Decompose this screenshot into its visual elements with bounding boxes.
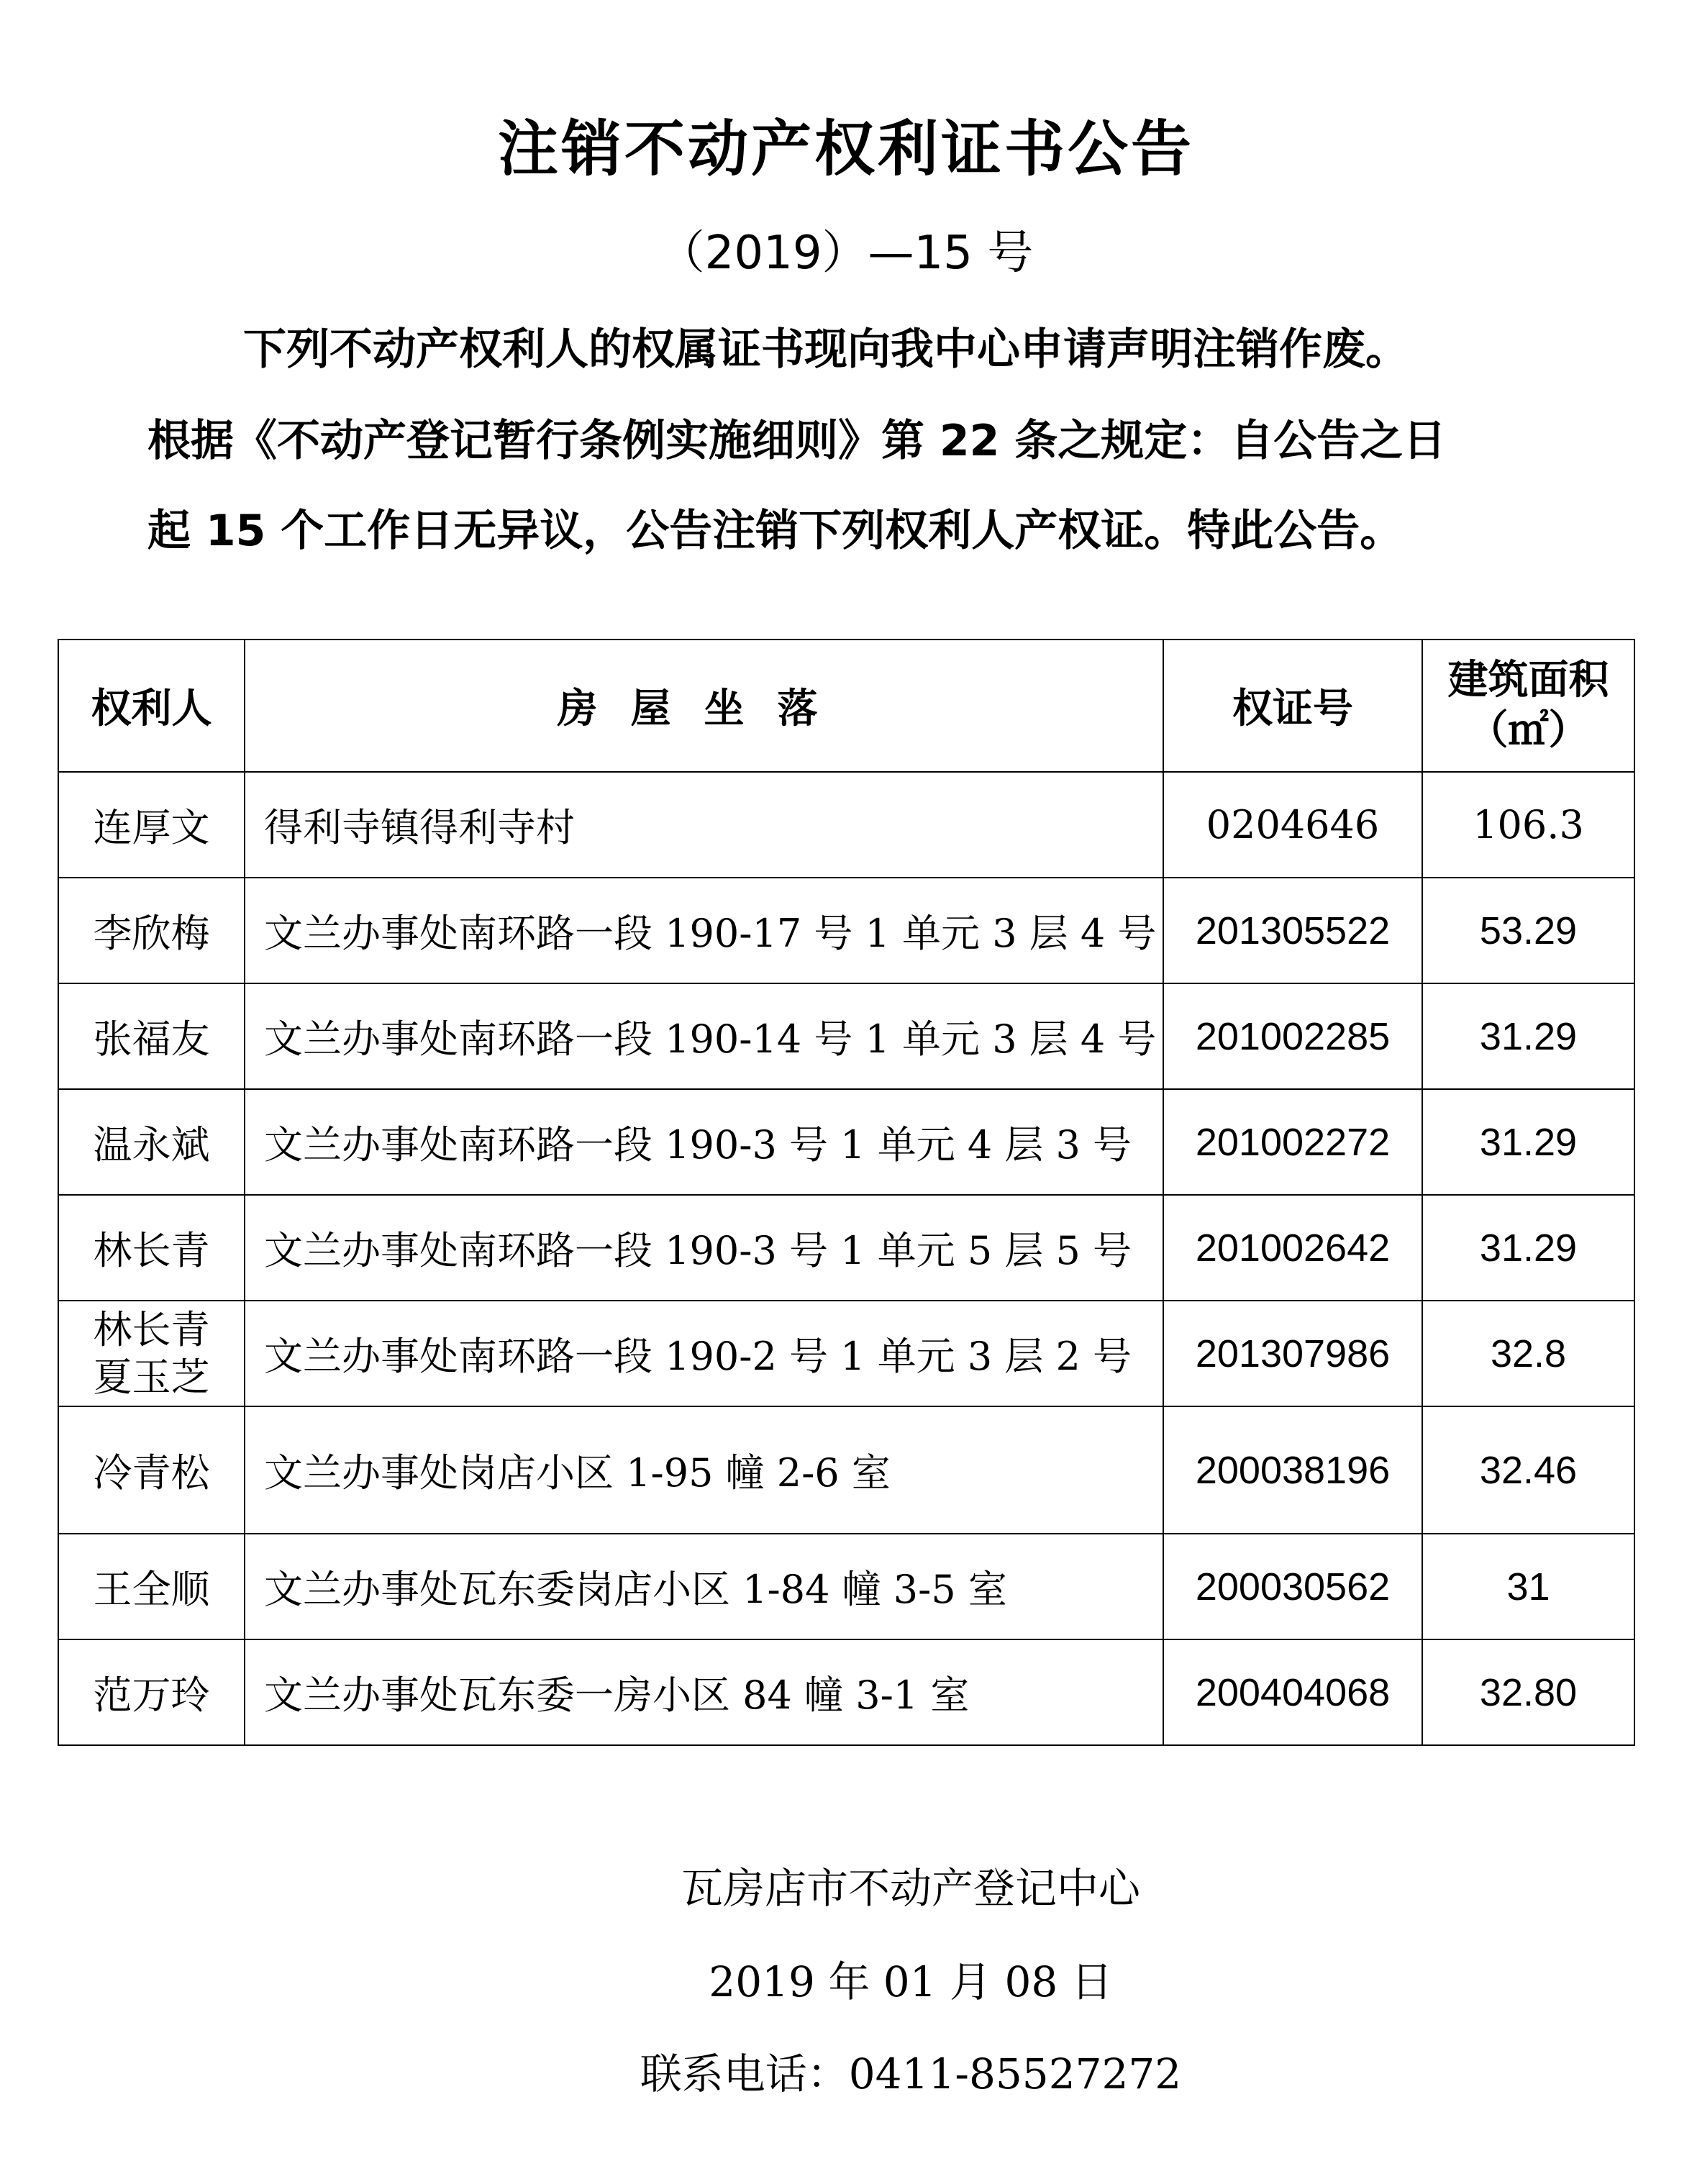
notice-number: （2019）—15 号: [658, 227, 1034, 280]
holder-cell: 林长青: [58, 1195, 245, 1301]
area-cell: 31.29: [1422, 1089, 1634, 1195]
header-area-line1: 建筑面积: [1447, 657, 1609, 704]
cert-cell: 0204646: [1163, 772, 1422, 878]
header-address: 房屋坐落: [245, 640, 1163, 772]
table-row: [58, 1301, 1634, 1406]
address-cell: 文兰办事处南环路一段 190-3 号 1 单元 4 层 3 号: [245, 1089, 1163, 1195]
table-row: [58, 1089, 1634, 1195]
footer-org: 瓦房店市不动产登记中心: [681, 1864, 1140, 1913]
address-cell: 文兰办事处瓦东委岗店小区 1-84 幢 3-5 室: [245, 1534, 1163, 1639]
table-header-row: [58, 640, 1634, 772]
area-cell: 32.46: [1422, 1406, 1634, 1534]
area-cell: 53.29: [1422, 878, 1634, 983]
table-row: [58, 1639, 1634, 1745]
area-cell: 106.3: [1422, 772, 1634, 878]
address-cell: 文兰办事处瓦东委一房小区 84 幢 3-1 室: [245, 1639, 1163, 1745]
table-row: [58, 1534, 1634, 1639]
intro-paragraph-line-3: 起 15 个工作日无异议，公告注销下列权利人产权证。特此公告。: [147, 506, 1404, 556]
cert-cell: 201305522: [1163, 878, 1422, 983]
area-cell: 31: [1422, 1534, 1634, 1639]
table-row: [58, 878, 1634, 983]
area-cell: 31.29: [1422, 1195, 1634, 1301]
certificate-table: [58, 639, 1635, 1746]
cert-cell: 200030562: [1163, 1534, 1422, 1639]
holder-cell: 范万玲: [58, 1639, 245, 1745]
cert-cell: 201002285: [1163, 983, 1422, 1089]
intro-paragraph-line-1: 下列不动产权利人的权属证书现向我中心申请声明注销作废。: [243, 324, 1409, 375]
address-cell: 文兰办事处南环路一段 190-17 号 1 单元 3 层 4 号: [245, 878, 1163, 983]
cert-cell: 201307986: [1163, 1301, 1422, 1406]
holder-cell: 李欣梅: [58, 878, 245, 983]
holder-cell: [58, 1301, 245, 1406]
holder-name-2: 夏玉芝: [93, 1354, 210, 1400]
footer-date: 2019 年 01 月 08 日: [709, 1957, 1113, 2006]
header-cert: 权证号: [1163, 640, 1422, 772]
address-cell: 文兰办事处南环路一段 190-2 号 1 单元 3 层 2 号: [245, 1301, 1163, 1406]
address-cell: 得利寺镇得利寺村: [245, 772, 1163, 878]
cert-cell: 200038196: [1163, 1406, 1422, 1534]
area-cell: 31.29: [1422, 983, 1634, 1089]
holder-name-1: 林长青: [93, 1306, 210, 1352]
address-cell: 文兰办事处南环路一段 190-3 号 1 单元 5 层 5 号: [245, 1195, 1163, 1301]
table-row: [58, 983, 1634, 1089]
holder-cell: 温永斌: [58, 1089, 245, 1195]
page-title: 注销不动产权利证书公告: [497, 114, 1194, 184]
cert-cell: 201002642: [1163, 1195, 1422, 1301]
holder-cell: 王全顺: [58, 1534, 245, 1639]
address-cell: 文兰办事处岗店小区 1-95 幢 2-6 室: [245, 1406, 1163, 1534]
holder-cell: 连厚文: [58, 772, 245, 878]
holder-cell: 冷青松: [58, 1406, 245, 1534]
area-cell: 32.80: [1422, 1639, 1634, 1745]
cert-cell: 200404068: [1163, 1639, 1422, 1745]
table-row: [58, 1406, 1634, 1534]
table-row: [58, 1195, 1634, 1301]
header-holder: 权利人: [58, 640, 245, 772]
address-cell: 文兰办事处南环路一段 190-14 号 1 单元 3 层 4 号: [245, 983, 1163, 1089]
header-area-line2: （㎡）: [1468, 707, 1589, 754]
intro-paragraph-line-2: 根据《不动产登记暂行条例实施细则》第 22 条之规定：自公告之日: [147, 416, 1447, 466]
area-cell: 32.8: [1422, 1301, 1634, 1406]
cert-cell: 201002272: [1163, 1089, 1422, 1195]
header-area: [1422, 640, 1634, 772]
footer-phone: 联系电话：0411-85527272: [640, 2049, 1182, 2098]
table-row: [58, 772, 1634, 878]
holder-cell: 张福友: [58, 983, 245, 1089]
